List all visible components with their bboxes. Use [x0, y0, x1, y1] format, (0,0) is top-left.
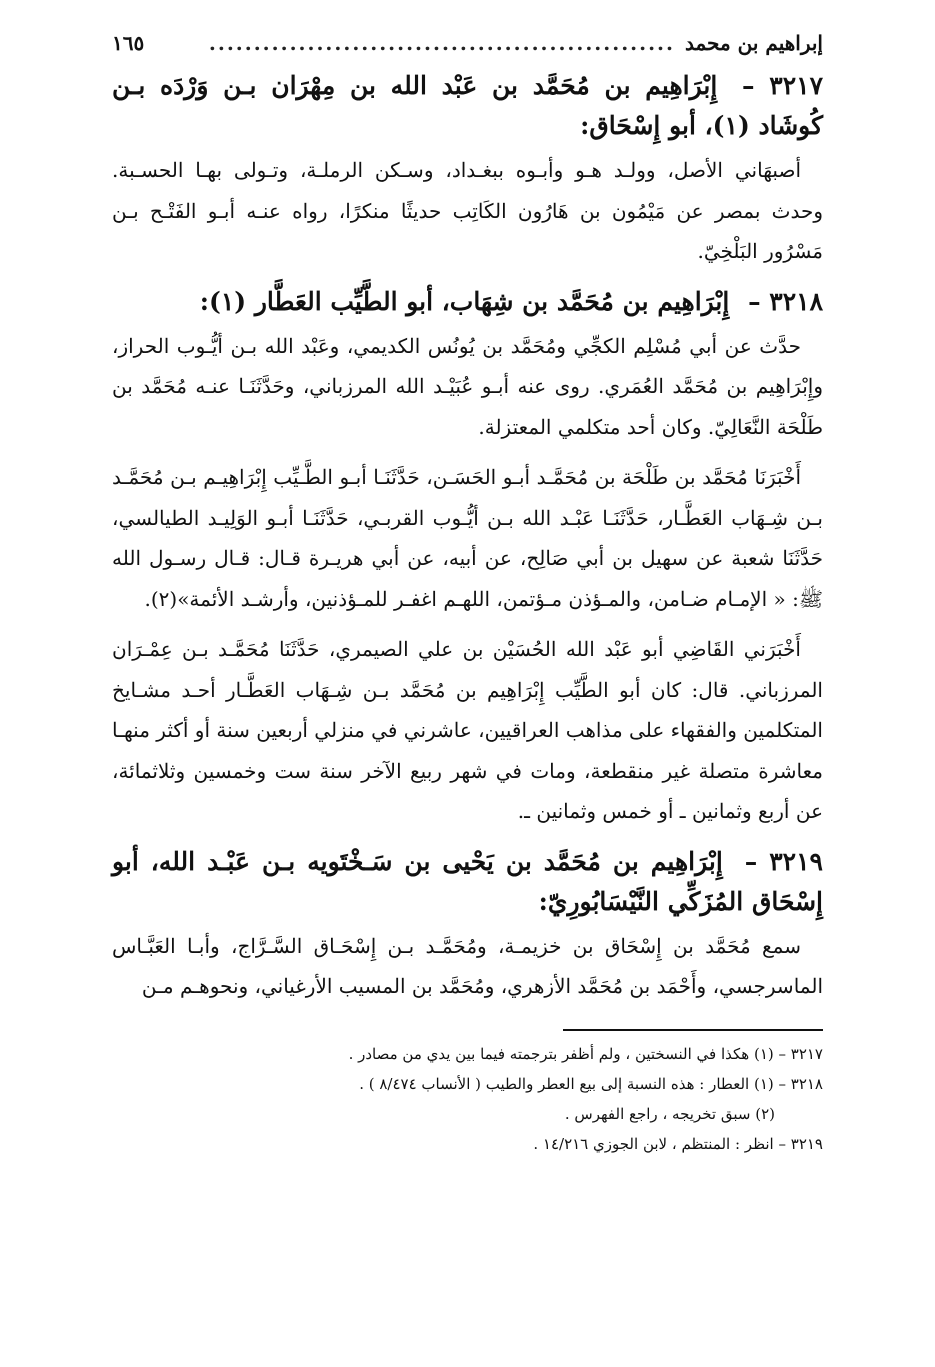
entry-title	[112, 842, 823, 922]
entry-heading: إِبْرَاهِيم بن مُحَمَّد بن عَبْد الله بن مِهْرَان بـن وَرْدَه بـن كُوشَاد (١)، أبو إِسْحَاق:	[112, 71, 823, 140]
entry-number: ٣٢١٧ –	[742, 71, 823, 100]
paragraph: سمع مُحَمَّد بن إِسْحَاق بن خزيمـة، ومُحَمَّـد بـن إِسْحَـاق السَّـرَّاج، وأبـا العَبَّـاس الماسرجسي، وأَحْمَد بن مُحَمَّد الأزهري، ومُحَمَّد بن المسيب الأرغياني، ونحوهـم مـن	[112, 933, 823, 998]
paragraph: أَخْبَرَني القَاضِي أبو عَبْد الله الحُسَيْن بن علي الصيمري، حَدَّثَنَا مُحَمَّـد بـن عِمْـرَان المرزباني. قال: كان أبو الطَّيِّب إِبْرَاهِيم بن مُحَمَّد بـن شِـهَاب العَطَّـار أحـد مشـايخ المتكلمين والفقهاء على مذاهب العراقيين، عاشرني في منزلي أربعين سنة أو أكثر منهـا معاشرة متصلة غير منقطعة، ومات في شهر ربيع الآخر سنة ست وخمسين وثلاثمائة، عن أربع وثمانين ـ أو خمس وثمانين ـ.	[112, 637, 823, 823]
footnote: ٣٢١٧ – (١) هكذا في النسختين ، ولم أظفر بترجمته فيما بين يدي من مصادر .	[348, 1044, 823, 1063]
footnote: (٢) سبق تخريجه ، راجع الفهرس .	[564, 1104, 775, 1123]
running-header	[112, 28, 823, 58]
running-title: إبراهيم بن محمد	[684, 31, 823, 55]
paragraph: أصبهَاني الأصل، وولـد هـو وأبـوه ببغـداد، وسـكن الرملـة، وتـولى بهـا الحسـبة. وحدث بمصر عن مَيْمُون بن هَارُون الكَاتِب حديثًا منكرًا، رواه عنـه أبـو الفَتْـح بـن مَسْرُور البَلْخِيّ.	[112, 158, 823, 263]
entry-3217	[112, 66, 823, 272]
footnote-divider	[563, 1029, 823, 1031]
page-number: ١٦٥	[112, 31, 145, 55]
footnote: ٣٢١٩ – انظر : المنتظم ، لابن الجوزي ١٤/٢١٦ .	[533, 1134, 823, 1153]
entry-3219	[112, 842, 823, 1007]
entry-3218	[112, 282, 823, 832]
leader-dots: ....................................................	[208, 31, 675, 55]
paragraph: أَخْبَرَنَا مُحَمَّد بن طَلْحَة بن مُحَمَّـد أبـو الحَسَـن، حَدَّثَنَـا أبـو الطَّـيِّب إِبْرَاهِيـم بـن مُحَمَّـد بـن شِـهَاب العَطَّـار، حَدَّثَنَـا عَبْـد الله بـن أيُّـوب القربـي، حَدَّثَنَـا أبـو الوَلِيـد الطيالسي، حَدَّثَنَا شعبة عن سهيل بن أبي صَالِح، عن أبيه، عن أبي هريـرة قـال: قـال رسـول الله ﷺ: « الإمـام ضـامن، والمـؤذن مـؤتمن، اللهـم اغفـر للمـؤذنين، وأرشـد الأئمة»(٢).	[112, 465, 823, 611]
paragraph: حدَّث عن أبي مُسْلِم الكجِّي ومُحَمَّد بن يُونُس الكديمي، وعَبْد الله بـن أيُّـوب الحراز، وإِبْرَاهِيم بن مُحَمَّد العُمَري. روى عنه أبـو عُبَيْـد الله المرزباني، وحَدَّثَنَـا عنـه مُحَمَّد بن طَلْحَة النَّعَالِيّ. وكان أحد متكلمي المعتزلة.	[112, 333, 823, 439]
footnote: ٣٢١٨ – (١) العطار : هذه النسبة إلى بيع العطر والطيب ( الأنساب ٨/٤٧٤ ) .	[359, 1074, 823, 1093]
entry-title	[112, 282, 823, 322]
footnotes	[112, 1039, 823, 1159]
entry-heading: إِبْرَاهِيم بن مُحَمَّد بن شِهَاب، أبو الطَّيِّب العَطَّار (١):	[199, 286, 730, 316]
entry-heading: إِبْرَاهِيم بن مُحَمَّد بن يَحْيى بن سَـخْتَويه بـن عَبْـد الله، أبو إِسْحَاق المُزَكِّي النَّيْسَابُورِيّ:	[112, 846, 823, 916]
entry-number: ٣٢١٨ –	[748, 286, 823, 316]
entry-number: ٣٢١٩ –	[744, 846, 823, 876]
entry-title	[112, 66, 823, 146]
